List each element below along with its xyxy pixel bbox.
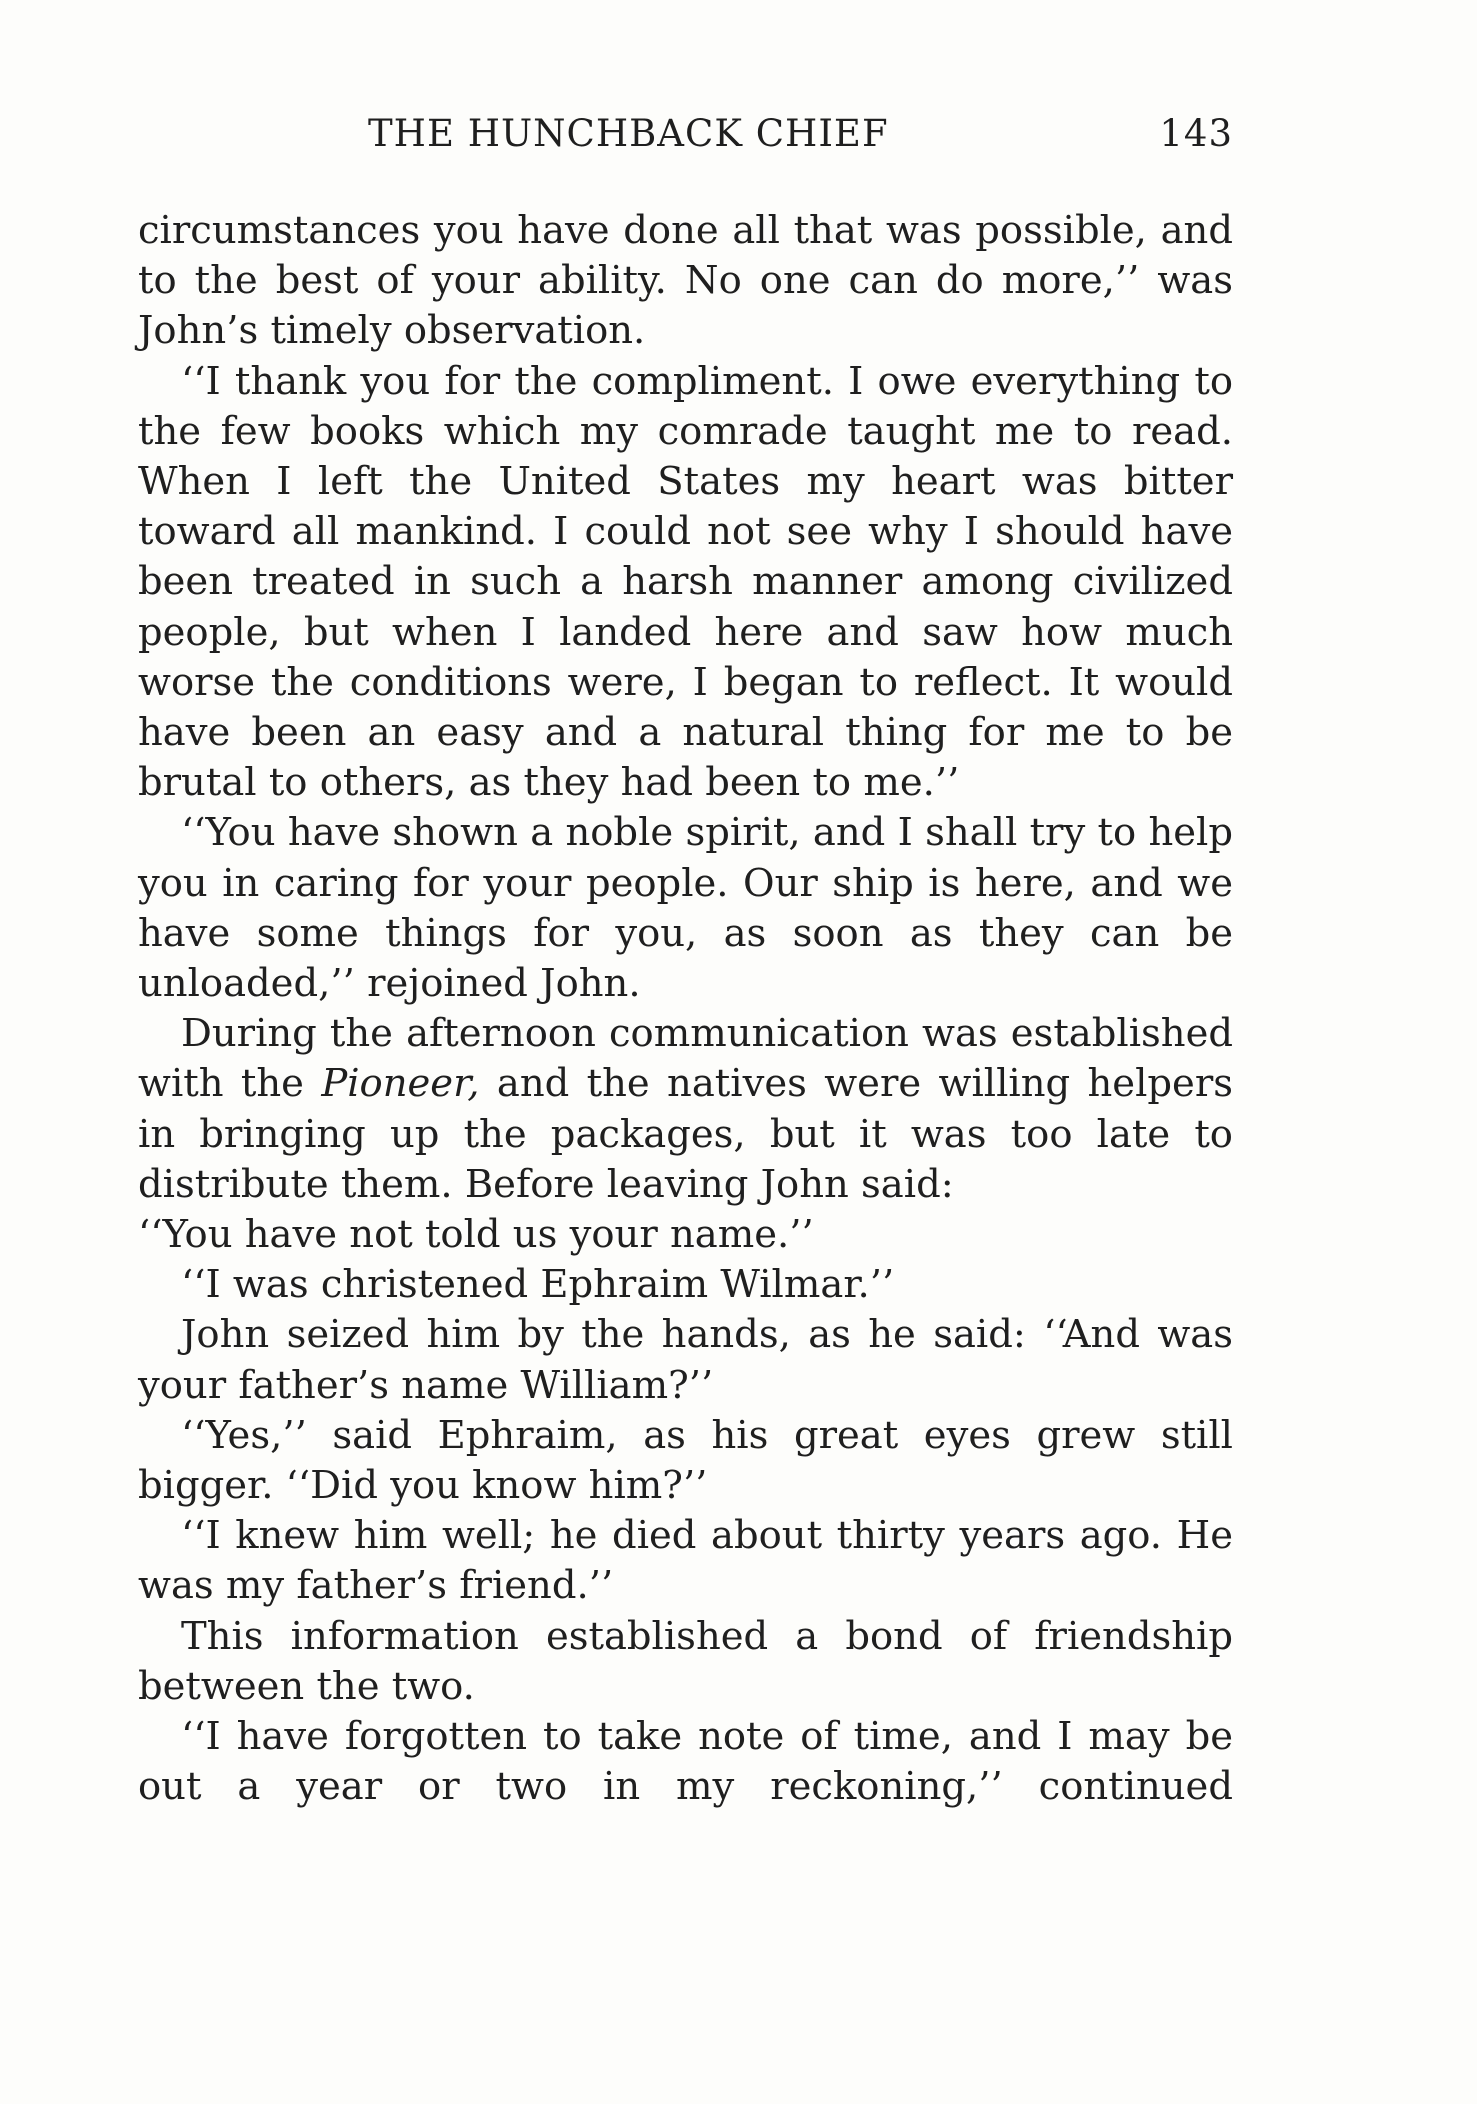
body-text	[138, 206, 1233, 1813]
paragraph: ‘‘I knew him well; he died about thirty years ago. He was my father’s friend.’’	[138, 1513, 1233, 1609]
paragraph: John seized him by the hands, as he said: ‘‘And was your father’s name William?’’	[138, 1312, 1233, 1408]
paragraph: ‘‘I have forgotten to take note of time, and I may be out a year or two in my reckoning,’’ continued	[138, 1714, 1233, 1810]
page-number: 143	[1159, 112, 1233, 155]
running-head	[138, 112, 1233, 162]
paragraph: ‘‘I thank you for the compliment. I owe everything to the few books which my comrade taught me to read. When I left the United States my heart was bitter toward all mankind. I could not see why I should have been treated in such a harsh manner among civilized people, but when I landed here and saw how much worse the conditions were, I began to reflect. It would have been an easy and a natural thing for me to be brutal to others, as they had been to me.’’	[138, 358, 1233, 806]
paragraph: ‘‘You have not told us your name.’’	[138, 1212, 814, 1258]
paragraph: circumstances you have done all that was possible, and to the best of your ability. No one can do more,’’ was John’s timely observation.	[138, 208, 1233, 354]
paragraph-text: and the natives were willing helpers in bringing up the packages, but it was too late to distribute them. Before leaving John said:	[138, 1061, 1233, 1207]
running-title: THE HUNCHBACK CHIEF	[368, 112, 889, 155]
paragraph	[138, 1009, 1233, 1210]
paragraph: ‘‘Yes,’’ said Ephraim, as his great eyes grew still bigger. ‘‘Did you know him?’’	[138, 1412, 1233, 1509]
paragraph: This information established a bond of friendship between the two.	[138, 1613, 1233, 1709]
paragraph-text: During the afternoon communication was established with the	[138, 1011, 1233, 1107]
ship-name: Pioneer,	[321, 1061, 480, 1107]
paragraph: ‘‘You have shown a noble spirit, and I shall try to help you in caring for your people. Our ship is here, and we have some things for you, as soon as they can be unloaded,’’ rejoined John.	[138, 810, 1233, 1007]
paragraph: ‘‘I was christened Ephraim Wilmar.’’	[181, 1262, 895, 1308]
